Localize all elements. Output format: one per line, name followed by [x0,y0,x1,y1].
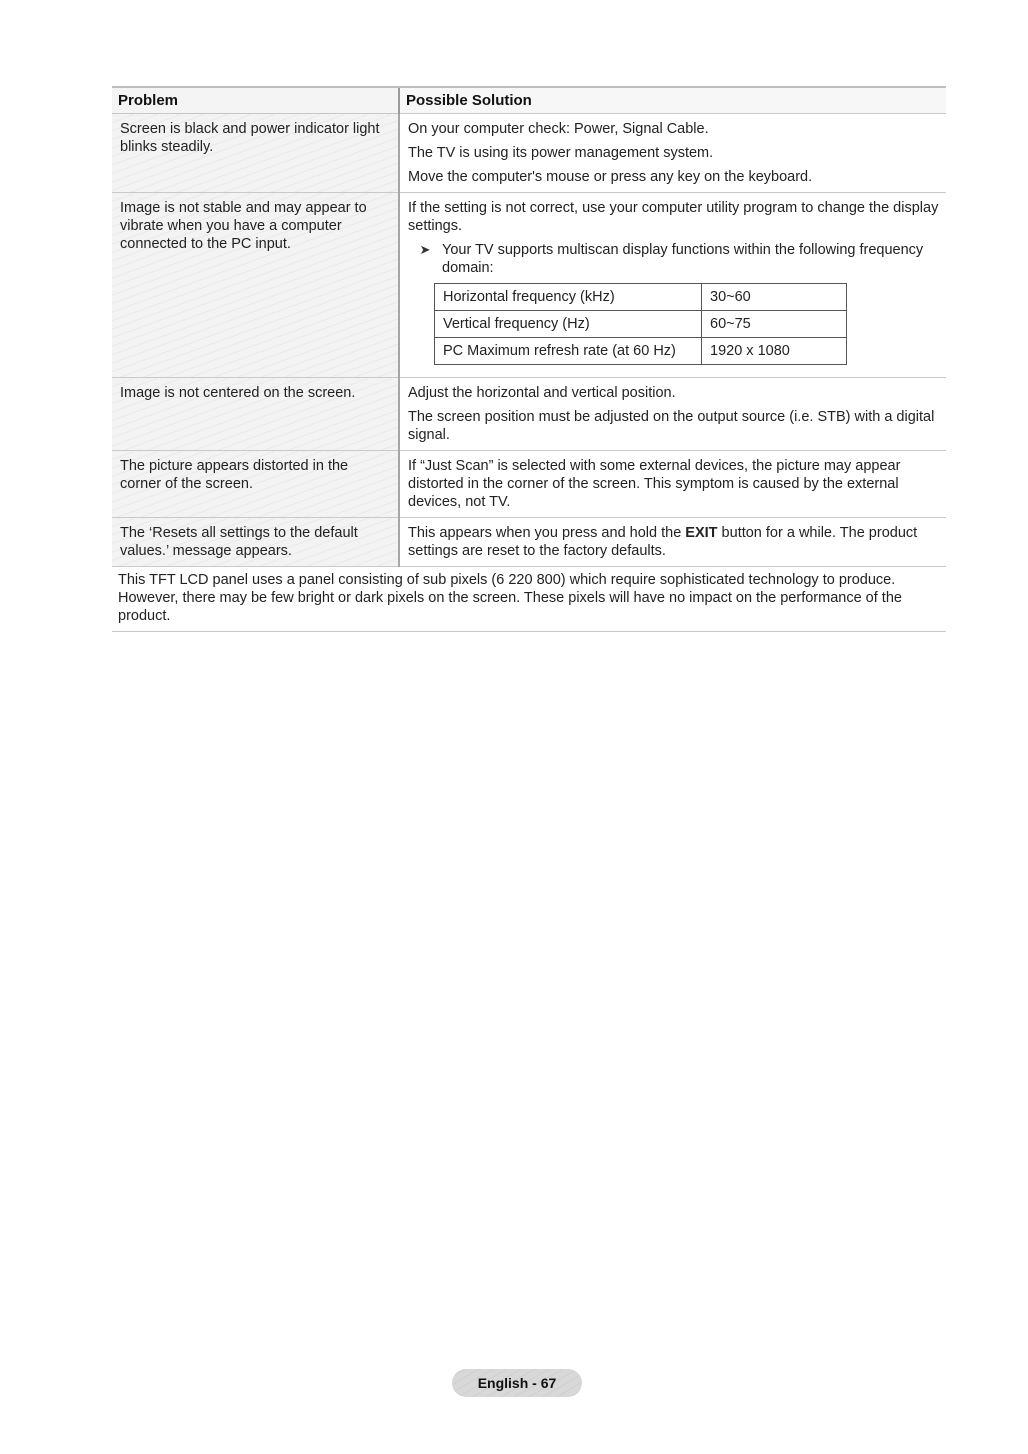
table-header-row [112,87,946,114]
solution-cell [399,378,946,451]
solution-line: If the setting is not correct, use your computer utility program to change the display settings. [408,200,939,234]
table-row [112,378,946,451]
problem-cell: Image is not stable and may appear to vibrate when you have a computer connected to the PC input. [112,193,399,378]
frequency-row [435,311,847,338]
frequency-value: 60~75 [702,311,847,338]
solution-line: If “Just Scan” is selected with some external devices, the picture may appear distorted in the corner of the screen. This symptom is caused by the external devices, not TV. [408,458,901,510]
table-row [112,114,946,193]
solution-cell [399,451,946,518]
table-row [112,451,946,518]
exit-button-label: EXIT [685,525,718,541]
solution-cell [399,518,946,567]
solution-text: This appears when you press and hold the [408,525,686,541]
frequency-row [435,284,847,311]
frequency-value: 1920 x 1080 [702,338,847,365]
panel-footnote: This TFT LCD panel uses a panel consisting of sub pixels (6 220 800) which require sophisticated technology to produce. However, there may be few bright or dark pixels on the screen. These pixels will have no impact on the performance of the product. [112,567,946,632]
arrow-note-icon: ➤ [419,242,431,257]
solution-line: The TV is using its power management system. [408,145,714,161]
solution-cell [399,114,946,193]
solution-line: On your computer check: Power, Signal Cable. [408,121,709,137]
problem-cell: The ‘Resets all settings to the default values.’ message appears. [112,518,399,567]
frequency-value: 30~60 [702,284,847,311]
problem-cell: Image is not centered on the screen. [112,378,399,451]
frequency-label: Vertical frequency (Hz) [435,311,702,338]
frequency-label: PC Maximum refresh rate (at 60 Hz) [435,338,702,365]
table-row [112,518,946,567]
page-number-badge: English - 67 [452,1369,582,1397]
note-text: Your TV supports multiscan display functions within the following frequency domain: [442,242,924,276]
troubleshooting-page [112,86,946,632]
table-row [112,193,946,378]
solution-line: Move the computer's mouse or press any key on the keyboard. [408,169,813,185]
solution-line: Adjust the horizontal and vertical position. [408,385,676,401]
problem-cell: Screen is black and power indicator light blinks steadily. [112,114,399,193]
frequency-label: Horizontal frequency (kHz) [435,284,702,311]
solution-column-header: Possible Solution [399,87,946,114]
troubleshooting-table [112,86,946,567]
frequency-table [434,283,847,365]
solution-text: button for a while. The product settings are reset to the factory defaults. [408,525,918,559]
note [408,241,940,277]
problem-column-header: Problem [112,87,399,114]
solution-cell [399,193,946,378]
problem-cell: The picture appears distorted in the corner of the screen. [112,451,399,518]
solution-line: The screen position must be adjusted on the output source (i.e. STB) with a digital signal. [408,409,935,443]
frequency-row [435,338,847,365]
